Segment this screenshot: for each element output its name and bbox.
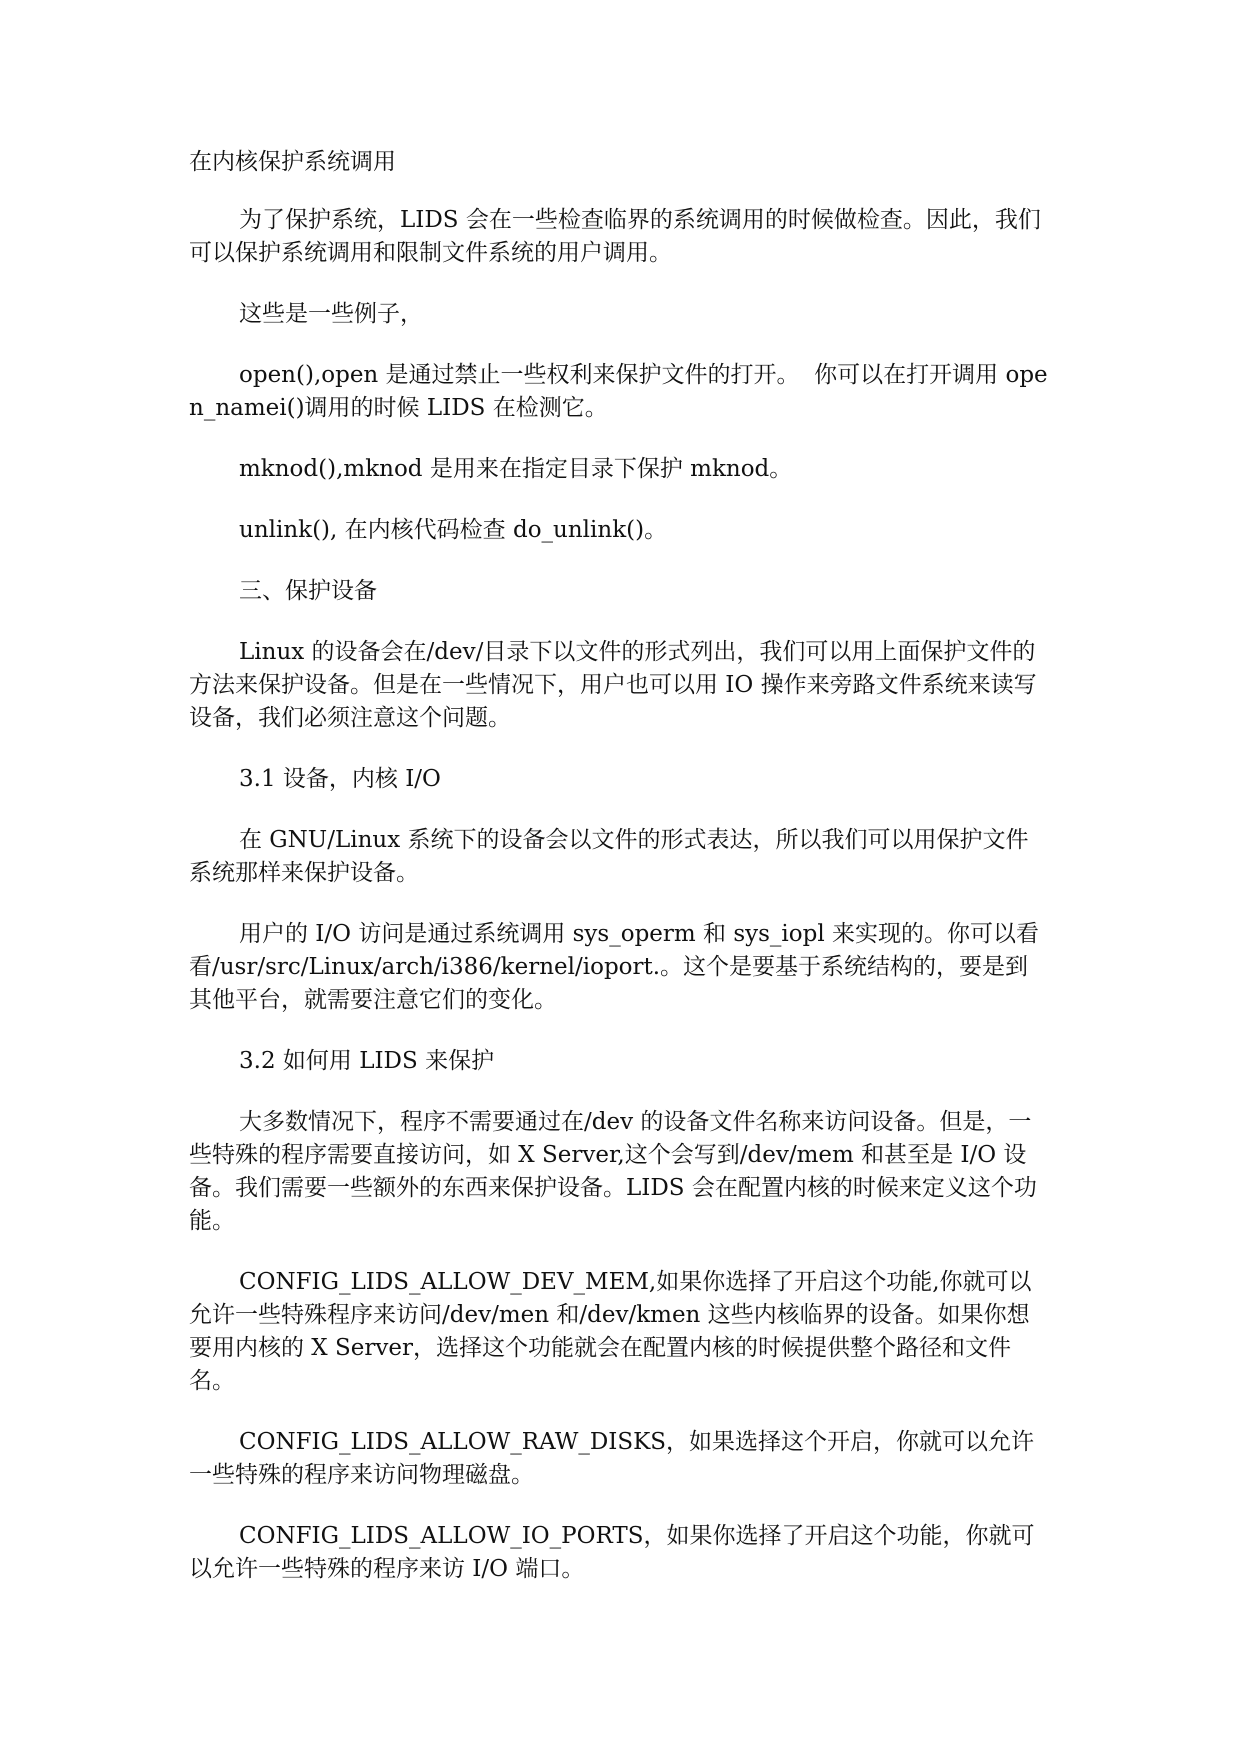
subsection-heading: 3.1 设备，内核 I/O xyxy=(239,766,441,792)
paragraph: 用户的 I/O 访问是通过系统调用 sys_operm 和 sys_iopl 来实现的。你可以看看/usr/src/Linux/arch/i386/kernel/ioport.。这个是要基于系统结构的，要是到其他平台，就需要注意它们的变化。 xyxy=(189,921,1040,1013)
paragraph: CONFIG_LIDS_ALLOW_IO_PORTS，如果你选择了开启这个功能，你就可以允许一些特殊的程序来访 I/O 端口。 xyxy=(189,1523,1035,1582)
paragraph: CONFIG_LIDS_ALLOW_DEV_MEM,如果你选择了开启这个功能,你就可以允许一些特殊程序来访问/dev/men 和/dev/kmen 这些内核临界的设备。如果你想要用内核的 X Server，选择这个功能就会在配置内核的时候提供整个路径和文件名。 xyxy=(189,1269,1032,1394)
paragraph: 大多数情况下，程序不需要通过在/dev 的设备文件名称来访问设备。但是，一些特殊的程序需要直接访问，如 X Server,这个会写到/dev/mem 和甚至是 I/O 设备。我们需要一些额外的东西来保护设备。LIDS 会在配置内核的时候来定义这个功能。 xyxy=(189,1109,1037,1234)
paragraph: 在 GNU/Linux 系统下的设备会以文件的形式表达，所以我们可以用保护文件系统那样来保护设备。 xyxy=(189,827,1029,886)
paragraph: unlink(), 在内核代码检查 do_unlink()。 xyxy=(239,517,668,543)
section-heading: 三、保护设备 xyxy=(239,578,377,604)
subsection-heading: 3.2 如何用 LIDS 来保护 xyxy=(239,1048,495,1074)
paragraph: 这些是一些例子， xyxy=(239,301,423,327)
paragraph: mknod(),mknod 是用来在指定目录下保护 mknod。 xyxy=(239,456,793,482)
paragraph: open(),open 是通过禁止一些权利来保护文件的打开。 你可以在打开调用 open_namei()调用的时候 LIDS 在检测它。 xyxy=(189,362,1048,421)
document-body xyxy=(189,146,1049,1614)
section-title: 在内核保护系统调用 xyxy=(189,149,396,175)
paragraph: Linux 的设备会在/dev/目录下以文件的形式列出，我们可以用上面保护文件的方法来保护设备。但是在一些情况下，用户也可以用 IO 操作来旁路文件系统来读写设备，我们必须注意这个问题。 xyxy=(189,639,1037,731)
paragraph: CONFIG_LIDS_ALLOW_RAW_DISKS，如果选择这个开启，你就可以允许一些特殊的程序来访问物理磁盘。 xyxy=(189,1429,1035,1488)
paragraph: 为了保护系统，LIDS 会在一些检查临界的系统调用的时候做检查。因此，我们可以保护系统调用和限制文件系统的用户调用。 xyxy=(189,207,1041,266)
